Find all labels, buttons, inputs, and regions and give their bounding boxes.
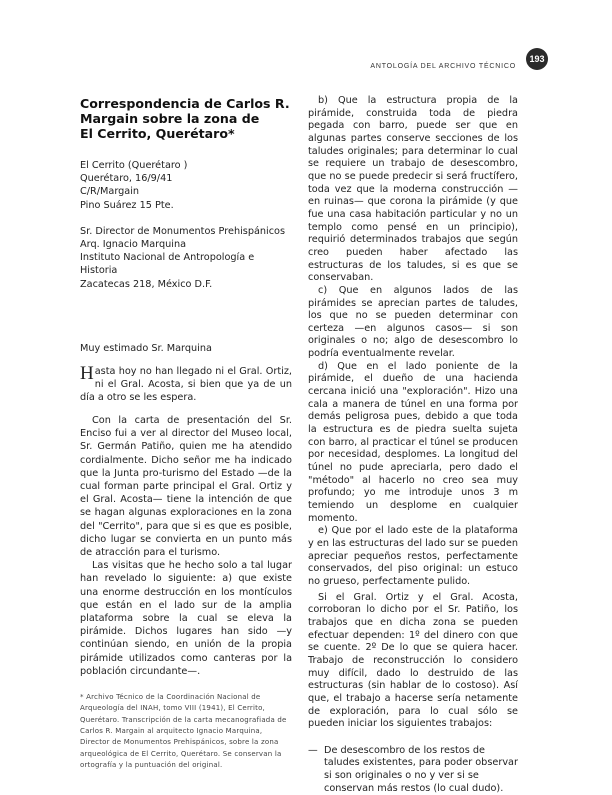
sender-line: El Cerrito (Querétaro ) [80, 160, 188, 171]
paragraph-text: asta hoy no han llegado ni el Gral. Ortiz, ni el Gral. Acosta, si bien que ya de un día a otro se les espera. [80, 365, 292, 404]
sender-block [80, 159, 292, 212]
running-header-prefix: ANTOLOGÍA DEL [370, 63, 437, 70]
right-column [308, 95, 518, 795]
running-header [370, 63, 516, 70]
body-paragraph: b) Que la estructura propia de la pirámide, construida toda de piedra pegada con barro, puede ser que en algunas partes conserve secciones de los taludes originales; para determinar lo cual se requiere un trabajo de desescombro, que no se puede predecir si será fructífero, toda vez que la moderna construcción —en ruinas— que corona la pirámide (y que fue una casa habitación particular y no un templo como pensé en un principio), requirió determinados trabajos que según creo pueden haber afectado las estructuras de los taludes, si es que se conservaban. [308, 95, 518, 284]
drop-cap: H [80, 362, 94, 384]
footnote: * Archivo Técnico de la Coordinación Nacional de Arqueología del INAH, tomo VIII (1941), El Cerrito, Querétaro. Transcripción de la carta mecanografiada de Carlos R. Margain al arquitecto Ignacio Marquina, Director de Monumentos Prehispánicos, sobre la zona arqueológica de El Cerrito, Querétaro. Se conservan la ortografía y la puntuación del original. [80, 693, 287, 769]
sender-line: Querétaro, 16/9/41 [80, 173, 173, 185]
list-item-text: De desescombro de los restos de taludes existentes, para poder observar si son originales o no y ver si se conservan más restos (lo cual dudo). [324, 744, 518, 794]
body-paragraph [80, 362, 292, 405]
recipient-line: Instituto Nacional de Antropología e Historia [80, 252, 255, 277]
salutation: Muy estimado Sr. Marquina [80, 342, 212, 354]
title-line: El Cerrito, Querétaro* [80, 126, 235, 141]
body-paragraph: d) Que en el lado poniente de la pirámide, el dueño de una hacienda cercana inició una "exploración". Hizo una cala a manera de túnel en una forma por demás peligrosa pues, debido a que toda la estructura es de piedra suelta sujeta con barro, al practicar el túnel se producen por necesidad, desplomes. La longitud del túnel no pude apreciarla, pero dado el "método" al hacerlo no creo sea muy profundo; yo me introduje unos 3 m temiendo un desplome en cualquier momento. [308, 360, 518, 524]
title-line: Correspondencia de Carlos R. [80, 96, 290, 111]
recipient-line: Arq. Ignacio Marquina [80, 239, 187, 251]
list-item [308, 745, 518, 795]
recipient-line: Zacatecas 218, México D.F. [80, 278, 213, 290]
running-header-title: ARCHIVO TÉCNICO [438, 63, 516, 70]
sender-line: C/R/Margain [80, 186, 140, 198]
body-paragraph: Si el Gral. Ortiz y el Gral. Acosta, corroboran lo dicho por el Sr. Patiño, los trabajos que en dicha zona se pueden efectuar dependen: 1º del dinero con que se cuente. 2º De lo que se quiera hacer. Trabajo de reconstrucción lo considero muy difícil, dado lo destruido de las estructuras (sin hablar de lo costoso). Así que, el trabajo a hacerse sería netamente de exploración, para lo cual sólo se pueden iniciar los siguientes trabajos: [308, 591, 518, 730]
recipient-line: Sr. Director de Monumentos Prehispánicos [80, 225, 286, 237]
body-paragraph: e) Que por el lado este de la plataforma y en las estructuras del lado sur se pueden apreciar pequeños restos, perfectamente conservados, del piso original: un estuco no grueso, perfectamente pulido. [308, 525, 518, 587]
page-number-badge [526, 48, 548, 70]
article-title [80, 96, 292, 141]
list-dash: — [308, 744, 318, 756]
body-paragraph: c) Que en algunos lados de las pirámides se aprecian partes de taludes, los que no se pueden determinar con certeza —en algunos casos— si son originales o no; algo de desescombro lo podría eventualmente revelar. [308, 284, 518, 360]
page-number: 193 [529, 54, 545, 64]
recipient-block [80, 225, 292, 291]
body-paragraph: Las visitas que he hecho solo a tal lugar han revelado lo siguiente: a) que existe una enorme destrucción en los montículos que están en el lado sur de la amplia plataforma sobre la cual se eleva la pirámide. Dichos lugares han sido —y continúan siendo, en unión de la propia pirámide utilizados como canteras por la población circundante—. [80, 560, 292, 677]
left-column [80, 96, 292, 778]
body-paragraph: Con la carta de presentación del Sr. Enciso fui a ver al director del Museo local, Sr. Germán Patiño, quien me ha atendido cordialmente. Dicho señor me ha indicado que la Junta pro-turismo del Estado —de la cual forman parte principal el Gral. Ortiz y el Gral. Acosta— tiene la intención de que se hagan algunas exploraciones en la zona del "Cerrito", para que si es que es posible, dicho lugar se convierta en un punto más de atracción para el turismo. [80, 415, 292, 559]
title-line: Margain sobre la zona de [80, 111, 260, 126]
sender-line: Pino Suárez 15 Pte. [80, 199, 174, 211]
